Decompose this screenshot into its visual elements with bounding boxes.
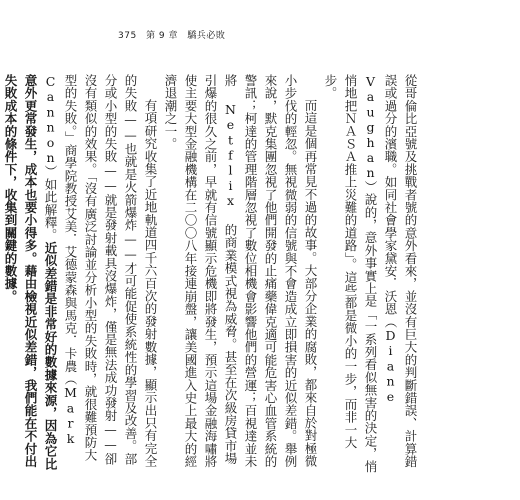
paragraph-2-text: 而這是個再常見不過的故事。大部分企業的腐敗，都來自於對極微小步伐的輕忽。無視微弱的信號與不會造成立即損害的近似差錯。舉例來說，默克集團忽視了他們開發的止痛藥偉克適可能危害心血管系統的警訊；柯達的管理階層忽視了數位相機會影響他們的營運；百視達並未將 Netflix 的商業模式視為威脅。甚至在次級房貸市場引爆的很久之前，早就有信號顯示危機即將發生，預示這場金融海嘯將使主要大型金融機構在二〇〇八年接連崩盤，讓美國進入史上最大的經濟退潮之一。 (163, 74, 318, 468)
paragraph-3-text: 有項研究收集了近地軌道四千六百次的發射數據，顯示出只有完全的失敗——也就是火箭爆炸——才可能促使系統性的學習及改善。部分或小型的失敗——就是發射載具沒爆炸，僅是無法成功發射——卻沒有類似的效果。「沒有廣泛討論並分析小型的失敗時，就很難預防大型的失敗。」商學院教授艾美．艾德蒙森與馬克．卡農（Mark Cannon）如此解釋。 (43, 74, 158, 468)
chapter-title: 驕兵必敗 (187, 31, 226, 41)
chapter-number: 第 9 章 (146, 31, 179, 41)
page-number: 375 (118, 31, 137, 41)
running-header (118, 28, 231, 41)
paragraph-3 (0, 74, 160, 474)
paragraph-3-emphasis: 近似差錯是非常好的數據來源，因為它比意外更常發生，成本也要小得多。藉由檢視近似差錯，我們能在不付出失敗成本的條件下，收集到關鍵的數據。 (3, 74, 58, 471)
paragraph-2 (160, 74, 320, 474)
paragraph-1 (320, 74, 420, 474)
body-text (0, 74, 420, 474)
paragraph-1-text: 從哥倫比亞號及挑戰者號的意外看來，並沒有巨大的判斷錯誤、計算錯誤或過分的濱職。如同社會學家黛安．沃恩（Diane Vaughan）說的，意外事實上是「一系列看似無害的決定，悄悄地把ＮＡＳＡ推上災難的道路」。這些都是微小的一步，而非一大步。 (323, 74, 418, 473)
